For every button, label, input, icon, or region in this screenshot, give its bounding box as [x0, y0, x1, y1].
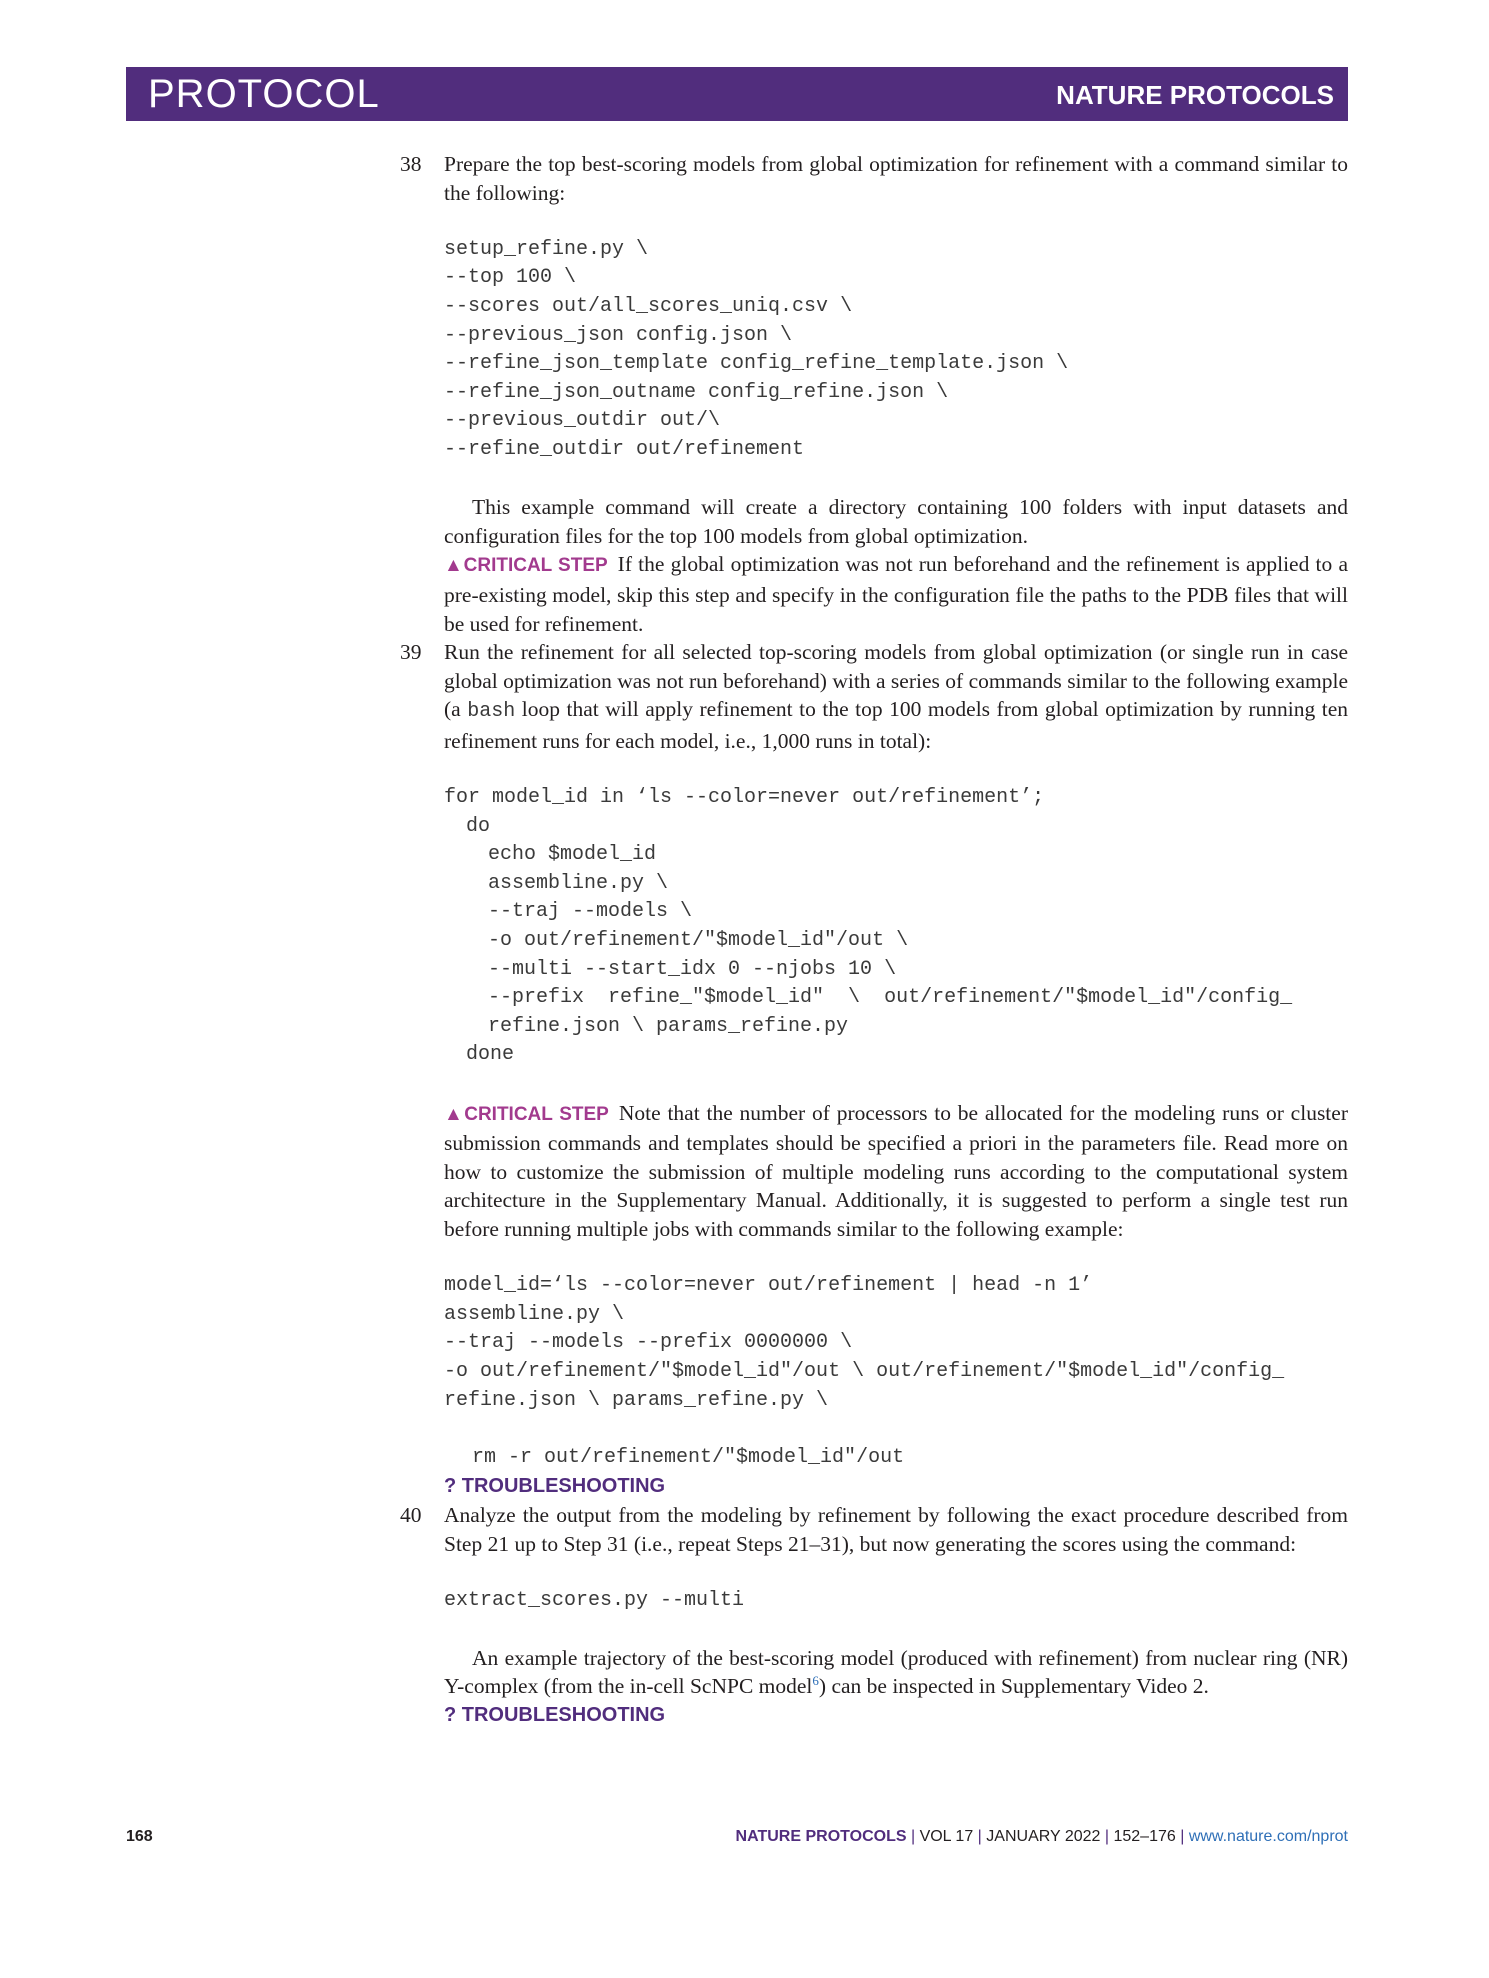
- footer-journal: NATURE PROTOCOLS: [735, 1828, 907, 1845]
- step-number: 39: [400, 640, 422, 665]
- step-intro: [444, 638, 1348, 755]
- intro-text: Run the refinement for all selected top-scoring models from global optimization (or single run in case global optimization was not run beforehand) with a series of commands similar to the following example (a: [444, 640, 1348, 722]
- code-line: refine.json \ params_refine.py: [488, 1014, 849, 1038]
- page-footer: [126, 1828, 1348, 1852]
- description-text: ) can be inspected in Supplementary Video 2.: [818, 1674, 1209, 1699]
- step-intro: Analyze the output from the modeling by refinement by following the exact procedure described from Step 21 up to Step 31 (i.e., repeat Steps 21–31), but now generating the scores using the command:: [444, 1502, 1348, 1556]
- code-line: --refine_outdir out/refinement: [444, 437, 805, 461]
- code-block: [444, 236, 1348, 465]
- footer-date: JANUARY 2022: [986, 1828, 1101, 1845]
- critical-step-label: ▲CRITICAL STEP: [444, 1103, 609, 1125]
- code-line: --refine_json_outname config_refine.json \: [444, 380, 949, 404]
- critical-step: [444, 550, 1348, 638]
- code-block: [444, 1272, 1348, 1415]
- critical-step: [444, 1099, 1348, 1244]
- code-block: [444, 1587, 1348, 1616]
- code-line: --traj --models --prefix 0000000 \: [444, 1331, 853, 1355]
- step-40: [400, 1501, 1348, 1730]
- inline-code: bash: [467, 700, 516, 724]
- intro-text: loop that will apply refinement to the top 100 models from global optimization by running ten refinement runs for each model, i.e., 1,000 runs in total):: [444, 697, 1348, 753]
- critical-step-text: If the global optimization was not run beforehand and the refinement is applied to a pre-existing model, skip this step and specify in the configuration file the paths to the PDB files that will be used for refinement.: [444, 552, 1348, 636]
- footer-volume: VOL 17: [919, 1828, 974, 1845]
- step-39: [400, 638, 1348, 1501]
- step-number: 40: [400, 1502, 422, 1527]
- code-line: -o out/refinement/"$model_id"/out \: [488, 929, 909, 953]
- troubleshooting-link[interactable]: ? TROUBLESHOOTING: [444, 1475, 666, 1498]
- troubleshooting-link[interactable]: ? TROUBLESHOOTING: [444, 1704, 666, 1727]
- code-line: rm -r out/refinement/"$model_id"/out: [472, 1445, 905, 1469]
- code-line: done: [466, 1043, 515, 1067]
- step-description: This example command will create a directory containing 100 folders with input datasets and configuration files for the top 100 models from global optimization.: [444, 495, 1348, 548]
- journal-name: NATURE PROTOCOLS: [1056, 80, 1334, 110]
- page-header: [126, 67, 1348, 121]
- code-line: echo $model_id: [488, 843, 657, 867]
- code-line: --traj --models \: [488, 900, 693, 924]
- code-line: --prefix refine_"$model_id" \ out/refinement/"$model_id"/config_: [488, 986, 1293, 1010]
- critical-step-label: ▲CRITICAL STEP: [444, 555, 608, 577]
- code-line: assembline.py \: [444, 1302, 625, 1326]
- step-description: [444, 1644, 1348, 1701]
- code-line: --previous_json config.json \: [444, 323, 793, 347]
- critical-step-text: Note that the number of processors to be allocated for the modeling runs or cluster submission commands and templates should be specified a priori in the parameters file. Read more on how to customize the submission of multiple modeling runs according to the computational system architecture in the Supplementary Manual. Additionally, it is suggested to perform a single test run before running multiple jobs with commands similar to the following example:: [444, 1100, 1348, 1241]
- code-line: --refine_json_template config_refine_template.json \: [444, 352, 1069, 376]
- code-line: model_id=‘ls --color=never out/refinement | head -n 1’: [444, 1274, 1093, 1298]
- code-line: for model_id in ‘ls --color=never out/refinement’;: [444, 786, 1045, 810]
- code-line: --top 100 \: [444, 266, 577, 290]
- code-line: --multi --start_idx 0 --njobs 10 \: [488, 957, 897, 981]
- code-line: setup_refine.py \: [444, 237, 649, 261]
- code-block: [444, 784, 1348, 1070]
- section-label: PROTOCOL: [148, 72, 380, 116]
- step-intro: Prepare the top best-scoring models from global optimization for refinement with a command similar to the following:: [444, 152, 1348, 205]
- page-number: 168: [126, 1828, 153, 1845]
- footer-url[interactable]: www.nature.com/nprot: [1188, 1828, 1348, 1845]
- citation: NATURE PROTOCOLS | VOL 17 | JANUARY 2022 | 152–176 | www.nature.com/nprot: [735, 1828, 1348, 1845]
- footer-pages: 152–176: [1113, 1828, 1176, 1845]
- step-38: [400, 150, 1348, 638]
- code-line: extract_scores.py --multi: [444, 1588, 745, 1612]
- code-line: -o out/refinement/"$model_id"/out \ out/refinement/"$model_id"/config_: [444, 1359, 1285, 1383]
- code-line: assembline.py \: [488, 871, 669, 895]
- main-content: [400, 150, 1348, 1730]
- code-line: refine.json \ params_refine.py \: [444, 1388, 829, 1412]
- description-text: An example trajectory of the best-scoring model (produced with refinement) from nuclear ring (NR) Y-complex (from the in-cell ScNPC model: [444, 1645, 1348, 1699]
- code-line: do: [466, 814, 491, 838]
- code-line: --previous_outdir out/\: [444, 409, 721, 433]
- code-line: --scores out/all_scores_uniq.csv \: [444, 294, 853, 318]
- step-number: 38: [400, 152, 422, 176]
- reference-link[interactable]: 6: [812, 1673, 819, 1689]
